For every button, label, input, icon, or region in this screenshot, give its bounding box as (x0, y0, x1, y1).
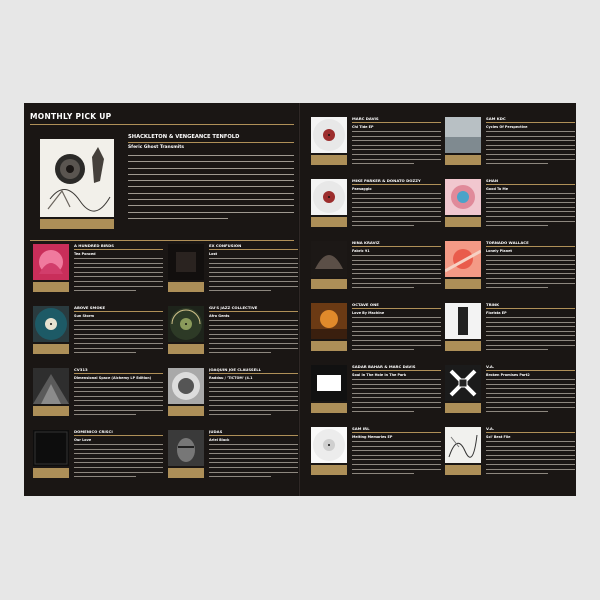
label-caption (168, 344, 204, 354)
review-card (168, 306, 298, 363)
label-caption (445, 465, 481, 475)
album-art (311, 117, 347, 153)
review-text (209, 258, 298, 298)
review-card (33, 368, 163, 425)
album-art (33, 244, 69, 280)
album-art (445, 117, 481, 153)
artist-name: EX CONFUSION (209, 243, 298, 250)
label-caption (33, 406, 69, 416)
album-art (311, 179, 347, 215)
review-text (486, 441, 575, 481)
album-art (311, 427, 347, 463)
label-caption (311, 155, 347, 165)
label-caption (311, 403, 347, 413)
release-title: Paesaggio (352, 187, 372, 191)
label-caption (168, 406, 204, 416)
feature-title: Sferic Ghost Transmits (128, 145, 185, 150)
label-caption (33, 468, 69, 478)
release-title: Chi Tide EP (352, 125, 374, 129)
label-caption (311, 341, 347, 351)
review-card (311, 427, 441, 484)
right-magazine-page (300, 103, 576, 496)
release-title: Our Love (74, 438, 92, 442)
album-art (445, 365, 481, 401)
review-card (445, 241, 575, 298)
review-card (33, 306, 163, 363)
release-title: Fabric 91 (352, 249, 370, 253)
review-card (168, 368, 298, 425)
artist-name: SADAR BAHAR & MARC DAVIS (352, 364, 441, 371)
release-title: Good To Me (486, 187, 509, 191)
review-card (168, 430, 298, 487)
review-card (445, 179, 575, 236)
review-text (74, 258, 163, 298)
review-text (74, 382, 163, 422)
review-text (486, 131, 575, 171)
review-card (445, 117, 575, 174)
review-card (445, 303, 575, 360)
feature-caption (40, 219, 114, 229)
release-title: Sun Storm (74, 314, 95, 318)
artist-name: V.A. (486, 364, 575, 371)
artist-name: TRINK (486, 302, 575, 309)
label-caption (33, 344, 69, 354)
review-text (352, 379, 441, 419)
release-title: Dimensional Space (Alchemy LP Edition) (74, 376, 152, 380)
artist-name: JOAQUIN JOE CLAUSSELL (209, 367, 298, 374)
review-text (352, 193, 441, 233)
label-caption (168, 468, 204, 478)
label-caption (445, 403, 481, 413)
release-title: Lonely Planet (486, 249, 513, 253)
album-art (33, 306, 69, 342)
album-art (311, 241, 347, 277)
divider (30, 240, 294, 241)
label-caption (445, 279, 481, 289)
review-card (311, 179, 441, 236)
album-art (445, 427, 481, 463)
label-caption (311, 217, 347, 227)
left-magazine-page (24, 103, 300, 496)
review-text (486, 379, 575, 419)
artist-name: SHAN (486, 178, 575, 185)
review-card (311, 117, 441, 174)
artist-name: A HUNDRED BIRDS (74, 243, 163, 250)
artist-name: SAM IRL (352, 426, 441, 433)
album-art (33, 430, 69, 466)
album-art (311, 303, 347, 339)
artist-name: SAM KDC (486, 116, 575, 123)
artist-name: ABOVE SMOKE (74, 305, 163, 312)
label-caption (311, 279, 347, 289)
feature-artist: SHACKLETON & VENGEANCE TENFOLD (128, 134, 294, 143)
release-title: Raddau / 'TICTOM' (4.1 (209, 376, 253, 380)
label-caption (311, 465, 347, 475)
review-card (33, 430, 163, 487)
review-card (311, 303, 441, 360)
review-text (74, 320, 163, 360)
release-title: Tea Ponced (74, 252, 96, 256)
album-art (445, 303, 481, 339)
artist-name: V.A. (486, 426, 575, 433)
label-caption (445, 341, 481, 351)
artist-name: TORNADO WALLACE (486, 240, 575, 247)
review-card (311, 241, 441, 298)
release-title: Melting Memories EP (352, 435, 393, 439)
artist-name: OCTAVE ONE (352, 302, 441, 309)
review-text (352, 317, 441, 357)
artist-name: GU'S JAZZ COLLECTIVE (209, 305, 298, 312)
review-text (209, 320, 298, 360)
album-art (168, 368, 204, 404)
label-caption (168, 282, 204, 292)
review-text (352, 441, 441, 481)
album-art (168, 306, 204, 342)
artist-name: CV313 (74, 367, 163, 374)
album-art (168, 244, 204, 280)
artist-name: MARC DAVIS (352, 116, 441, 123)
release-title: Love By Machine (352, 311, 385, 315)
album-art (445, 179, 481, 215)
feature-review-text (128, 155, 294, 233)
release-title: Afro Gents (209, 314, 230, 318)
review-text (486, 193, 575, 233)
release-title: Cycles Of Perspective (486, 125, 528, 129)
label-caption (445, 217, 481, 227)
release-title: Lost (209, 252, 218, 256)
review-text (486, 317, 575, 357)
review-card (33, 244, 163, 301)
review-card (445, 365, 575, 422)
review-card (445, 427, 575, 484)
release-title: Ariel Black (209, 438, 230, 442)
review-text (352, 131, 441, 171)
section-header: MONTHLY PICK UP (30, 112, 294, 125)
feature-album-art (40, 139, 114, 217)
review-card (311, 365, 441, 422)
album-art (311, 365, 347, 401)
artist-name: DOMENICO CRISCI (74, 429, 163, 436)
album-art (445, 241, 481, 277)
artist-name: NINA KRAVIZ (352, 240, 441, 247)
artist-name: MIKE PARKER & DONATO DOZZY (352, 178, 441, 185)
release-title: Sci' Best File (486, 435, 511, 439)
review-text (209, 382, 298, 422)
album-art (168, 430, 204, 466)
review-text (352, 255, 441, 295)
review-text (74, 444, 163, 484)
release-title: Broken Promises Part2 (486, 373, 530, 377)
release-title: Florista EP (486, 311, 507, 315)
label-caption (33, 282, 69, 292)
release-title: Soul In The Hole In The Park (352, 373, 407, 377)
artist-name: JUDAS (209, 429, 298, 436)
review-text (209, 444, 298, 484)
album-art (33, 368, 69, 404)
review-text (486, 255, 575, 295)
review-card (168, 244, 298, 301)
label-caption (445, 155, 481, 165)
